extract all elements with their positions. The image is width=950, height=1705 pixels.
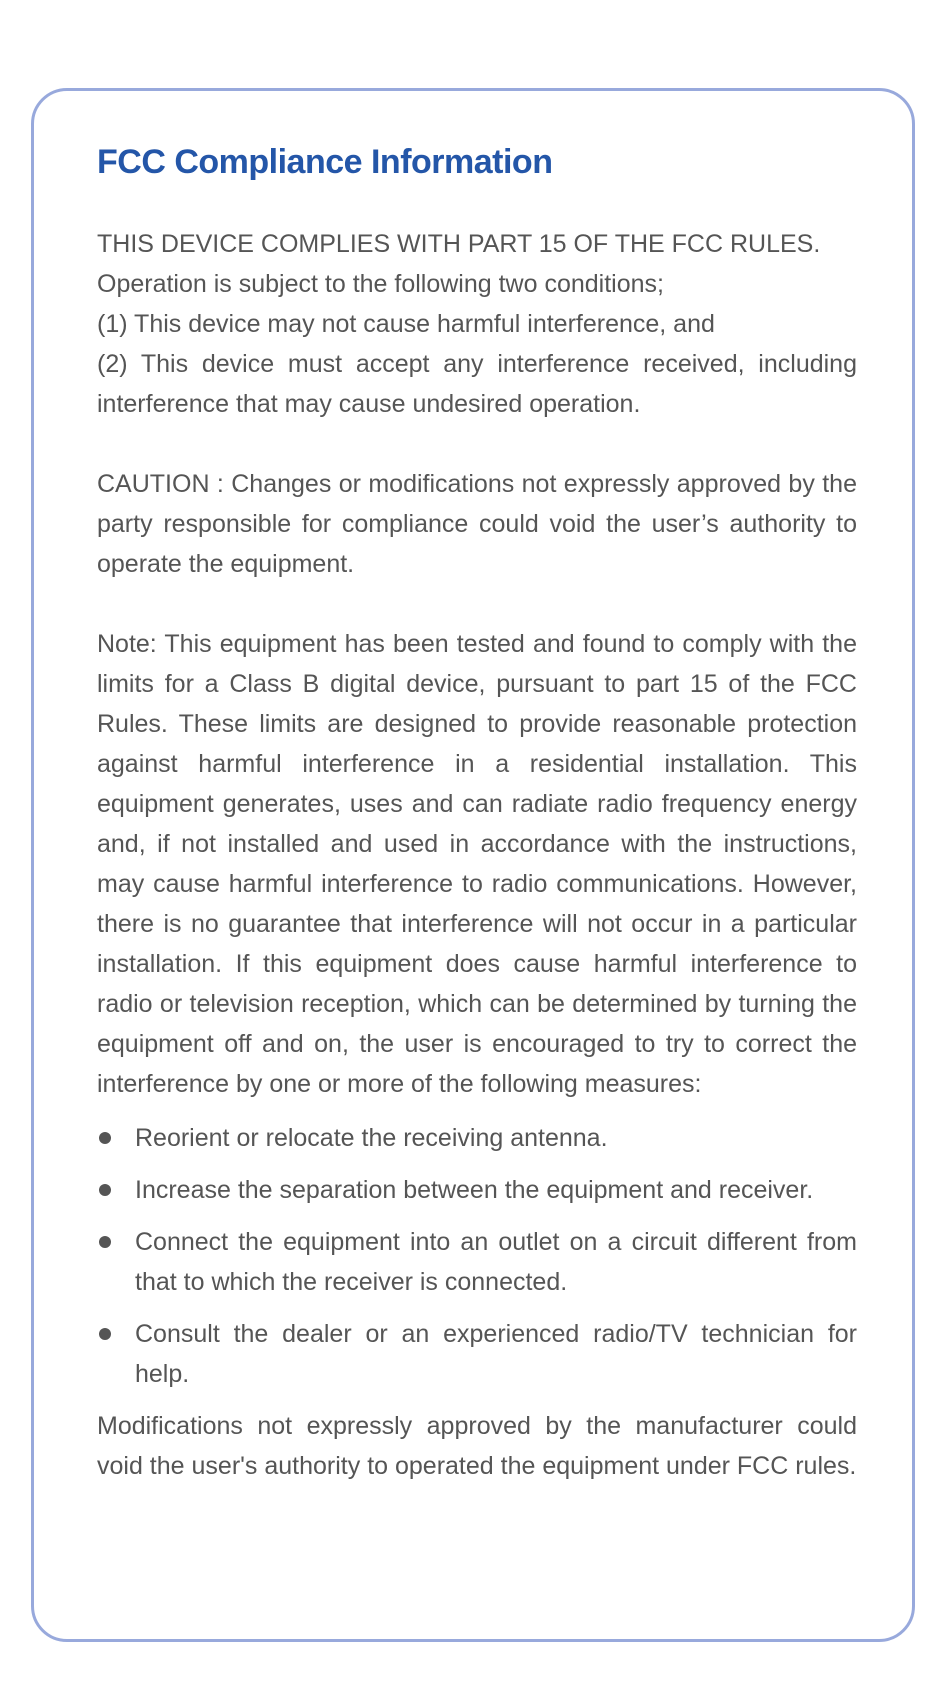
- list-item: [97, 1314, 857, 1394]
- bullet-icon: [99, 1132, 111, 1144]
- measures-list: [97, 1118, 857, 1394]
- caution-paragraph: CAUTION : Changes or modifications not expressly approved by the party responsible for compliance could void the user’s authority to operate the equipment.: [97, 470, 857, 578]
- compliance-line: (1) This device may not cause harmful interference, and: [97, 310, 715, 338]
- spacer: [97, 424, 857, 464]
- closing-paragraph: Modifications not expressly approved by the manufacturer could void the user's authority to operated the equipment under FCC rules.: [97, 1412, 857, 1480]
- measure-text: Consult the dealer or an experienced radio/TV technician for help.: [135, 1320, 857, 1388]
- compliance-line: Operation is subject to the following two conditions;: [97, 270, 664, 298]
- fcc-content: [97, 138, 857, 1486]
- page-title: FCC Compliance Information: [97, 143, 553, 181]
- spacer: [97, 584, 857, 624]
- bullet-icon: [99, 1236, 111, 1248]
- list-item: [97, 1118, 857, 1158]
- list-item: [97, 1222, 857, 1302]
- bullet-icon: [99, 1184, 111, 1196]
- compliance-statement: [97, 224, 857, 424]
- note-paragraph: Note: This equipment has been tested and found to comply with the limits for a Class B digital device, pursuant to part 15 of the FCC Rules. These limits are designed to provide reasonable protection against harmful interference in a residential installation. This equipment generates, uses and can radiate radio frequency energy and, if not installed and used in accordance with the instructions, may cause harmful interference to radio communications. However, there is no guarantee that interference will not occur in a particular installation. If this equipment does cause harmful interference to radio or television reception, which can be determined by turning the equipment off and on, the user is encouraged to try to correct the interference by one or more of the following measures:: [97, 630, 857, 1098]
- measure-text: Connect the equipment into an outlet on a circuit different from that to which the receiver is connected.: [135, 1228, 857, 1296]
- list-item: [97, 1170, 857, 1210]
- compliance-line: (2) This device must accept any interference received, including interference that may cause undesired operation.: [97, 350, 857, 418]
- measure-text: Reorient or relocate the receiving antenna.: [135, 1124, 608, 1152]
- measure-text: Increase the separation between the equipment and receiver.: [135, 1176, 814, 1204]
- bullet-icon: [99, 1328, 111, 1340]
- compliance-line: THIS DEVICE COMPLIES WITH PART 15 OF THE FCC RULES.: [97, 230, 821, 258]
